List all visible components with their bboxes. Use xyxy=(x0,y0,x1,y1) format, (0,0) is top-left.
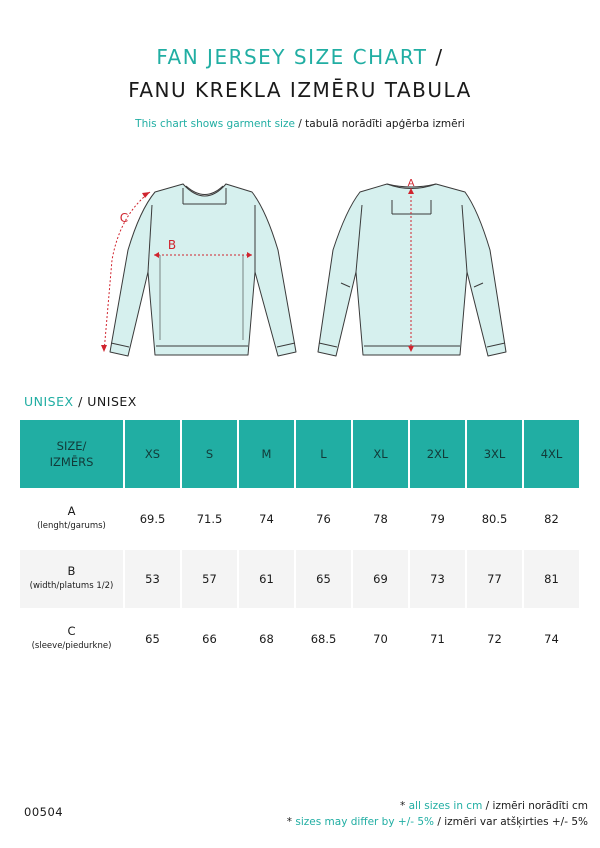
row-key: B xyxy=(67,564,76,578)
row-label xyxy=(20,490,123,548)
table-cell: 65 xyxy=(296,550,351,608)
label-b: B xyxy=(167,238,177,252)
subtitle xyxy=(0,118,600,130)
jersey-back xyxy=(318,184,506,356)
footnote-tolerance-lv: / izmēri var atšķirties +/- 5% xyxy=(434,816,588,828)
table-cell: 69.5 xyxy=(125,490,180,548)
title-separator: / xyxy=(427,45,444,69)
size-header: 4XL xyxy=(524,420,579,488)
table-cell: 70 xyxy=(353,610,408,668)
section-label-lv: / UNISEX xyxy=(73,394,137,409)
table-cell: 71 xyxy=(410,610,465,668)
size-header: M xyxy=(239,420,294,488)
page-title-en xyxy=(0,45,600,69)
size-header-label-line1: SIZE/ xyxy=(56,439,87,453)
page-title-lv: FANU KREKLA IZMĒRU TABULA xyxy=(128,78,472,102)
size-header-label-line2: IZMĒRS xyxy=(49,455,94,469)
row-key: C xyxy=(67,624,76,638)
row-key: A xyxy=(67,504,76,518)
footnote-units xyxy=(400,800,588,812)
size-header: XL xyxy=(353,420,408,488)
table-cell: 68.5 xyxy=(296,610,351,668)
table-cell: 78 xyxy=(353,490,408,548)
table-cell: 65 xyxy=(125,610,180,668)
table-cell: 57 xyxy=(182,550,237,608)
row-label xyxy=(20,610,123,668)
table-cell: 66 xyxy=(182,610,237,668)
size-header-row xyxy=(20,420,579,488)
footnote-tolerance xyxy=(287,816,588,828)
table-cell: 74 xyxy=(239,490,294,548)
table-cell: 79 xyxy=(410,490,465,548)
label-a: A xyxy=(407,178,415,189)
measure-c-arrow-bottom xyxy=(101,345,107,352)
table-cell: 71.5 xyxy=(182,490,237,548)
footnote-star: * xyxy=(400,800,409,812)
table-cell: 69 xyxy=(353,550,408,608)
row-sub: (lenght/garums) xyxy=(37,521,106,531)
table-cell: 80.5 xyxy=(467,490,522,548)
table-cell: 53 xyxy=(125,550,180,608)
table-cell: 76 xyxy=(296,490,351,548)
garment-diagram xyxy=(0,170,600,370)
table-cell: 73 xyxy=(410,550,465,608)
size-header: L xyxy=(296,420,351,488)
jersey-front xyxy=(110,184,296,356)
section-label-en: UNISEX xyxy=(24,394,74,409)
footnote-star: * xyxy=(286,816,296,828)
footnote-units-lv: / izmēri norādīti cm xyxy=(482,800,588,812)
label-c: C xyxy=(119,211,129,225)
row-label xyxy=(20,550,123,608)
product-code: 00504 xyxy=(24,805,64,819)
size-header: 2XL xyxy=(410,420,465,488)
size-header: S xyxy=(182,420,237,488)
size-header: XS xyxy=(125,420,180,488)
subtitle-lv: / tabulā norādīti apģērba izmēri xyxy=(294,118,465,130)
title-en: FAN JERSEY SIZE CHART xyxy=(156,45,428,69)
table-cell: 68 xyxy=(239,610,294,668)
table-row xyxy=(20,490,579,548)
table-cell: 77 xyxy=(467,550,522,608)
size-header: 3XL xyxy=(467,420,522,488)
size-header-label xyxy=(20,420,123,488)
row-sub: (width/platums 1/2) xyxy=(29,581,114,591)
row-sub: (sleeve/piedurkne) xyxy=(31,641,112,651)
size-table xyxy=(18,418,581,670)
table-cell: 81 xyxy=(524,550,579,608)
subtitle-en: This chart shows garment size xyxy=(135,118,295,130)
footnote-tolerance-en: sizes may differ by +/- 5% xyxy=(295,816,435,828)
table-cell: 82 xyxy=(524,490,579,548)
table-row xyxy=(20,550,579,608)
section-label xyxy=(24,394,137,409)
table-cell: 61 xyxy=(239,550,294,608)
table-cell: 72 xyxy=(467,610,522,668)
footnote-units-en: all sizes in cm xyxy=(408,800,483,812)
table-cell: 74 xyxy=(524,610,579,668)
table-row xyxy=(20,610,579,668)
